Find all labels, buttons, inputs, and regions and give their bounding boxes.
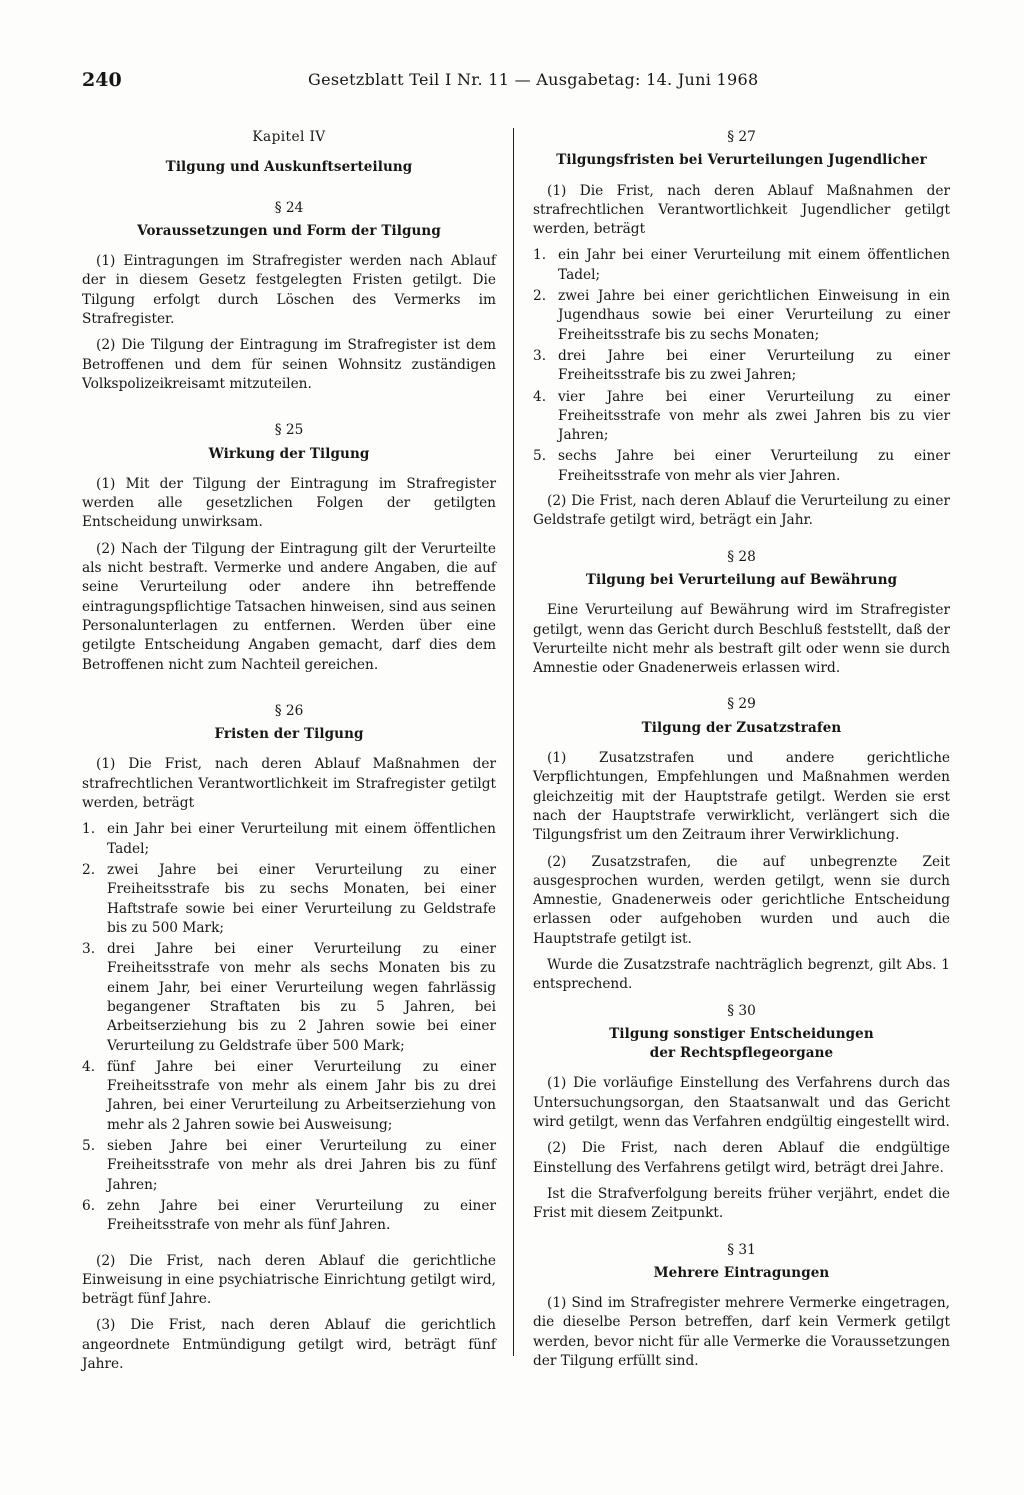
section-title: Tilgung der Zusatzstrafen	[641, 719, 842, 736]
page-header	[82, 65, 952, 95]
list-item-number: 3.	[533, 347, 547, 364]
list-item	[82, 1197, 496, 1236]
left-column	[82, 128, 496, 1381]
list-item	[82, 820, 496, 859]
paragraph: (1) Sind im Strafregister mehrere Vermerke eingetragen, die dieselbe Person betreffen, darf kein Vermerk getilgt werden, bevor nicht für alle Vermerke die Voraussetzungen der Tilgung erfüllt sind.	[533, 1295, 950, 1370]
section-27	[533, 128, 950, 531]
running-head: Gesetzblatt Teil I Nr. 11 — Ausgabetag: 14. Juni 1968	[308, 70, 759, 89]
paragraph: (2) Nach der Tilgung der Eintragung gilt der Verurteilte als nicht bestraft. Vermerke und andere Angaben, die auf seine Verurteilung oder andere ihn betreffende eintragungspflichtige Tatsachen hinweisen, sind aus seinen Personalunterlagen zu entfernen. Werden über eine getilgte Entscheidung Angaben gemacht, darf dies dem Betroffenen nicht zum Nachteil gereichen.	[82, 540, 496, 673]
paragraph: Wurde die Zusatzstrafe nachträglich begrenzt, gilt Abs. 1 entsprechend.	[533, 956, 950, 993]
list-item-text: sechs Jahre bei einer Verurteilung zu einer Freiheitsstrafe von mehr als vier Jahren.	[558, 448, 950, 484]
paragraph: (1) Zusatzstrafen und andere gerichtliche Verpflichtungen, Empfehlungen und Maßnahmen werden gleichzeitig mit der Hauptstrafe getilgt. Werden sie erst nach der Hauptstrafe verwirklicht, verlängert sich die Tilgungsfrist um den Zeitraum ihrer Verwirklichung.	[533, 750, 950, 844]
list-item	[533, 287, 950, 345]
section-28	[533, 548, 950, 679]
section-29	[533, 695, 950, 994]
section-30	[533, 1002, 950, 1224]
section-title: Voraussetzungen und Form der Tilgung	[137, 222, 441, 239]
paragraph: (1) Mit der Tilgung der Eintragung im Strafregister werden alle gesetzlichen Folgen der getilgten Entscheidung unwirksam.	[82, 475, 496, 531]
section-number: § 27	[727, 129, 756, 145]
list-item	[82, 861, 496, 938]
section-number: § 30	[727, 1002, 756, 1019]
paragraph: (2) Die Frist, nach deren Ablauf die gerichtliche Einweisung in eine psychiatrische Einrichtung getilgt wird, beträgt fünf Jahre.	[82, 1252, 496, 1308]
list-item	[533, 447, 950, 486]
section-title-line-2: der Rechtspflegeorgane	[649, 1045, 834, 1062]
list-item-text: sieben Jahre bei einer Verurteilung zu einer Freiheitsstrafe von mehr als drei Jahren bis zu fünf Jahren;	[107, 1138, 496, 1193]
list-item	[533, 388, 950, 446]
list-item-text: zwei Jahre bei einer gerichtlichen Einweisung in ein Jugendhaus sowie bei einer Verurteilung zu einer Freiheitsstrafe bis zu sechs Monaten;	[558, 288, 950, 343]
list-item-text: drei Jahre bei einer Verurteilung zu einer Freiheitsstrafe bis zu zwei Jahren;	[558, 347, 950, 384]
list-item-text: ein Jahr bei einer Verurteilung mit einem öffentlichen Tadel;	[107, 821, 496, 857]
right-column	[533, 128, 950, 1378]
paragraph: (1) Eintragungen im Strafregister werden nach Ablauf der in diesem Gesetz festgelegten Fristen getilgt. Die Tilgung erfolgt durch Löschen des Vermerks im Strafregister.	[82, 253, 496, 328]
list-item-number: 2.	[533, 288, 547, 305]
list-item-text: zehn Jahre bei einer Verurteilung zu einer Freiheitsstrafe von mehr als fünf Jahren.	[107, 1197, 496, 1234]
section-number: § 29	[727, 696, 756, 713]
paragraph: (3) Die Frist, nach deren Ablauf die gerichtlich angeordnete Entmündigung getilgt wird, beträgt fünf Jahre.	[82, 1317, 496, 1373]
list-item-number: 5.	[82, 1138, 96, 1155]
section-title: Tilgung bei Verurteilung auf Bewährung	[585, 571, 898, 588]
chapter-title: Tilgung und Auskunftserteilung	[165, 159, 413, 176]
list-item-number: 4.	[82, 1058, 96, 1075]
list-item	[82, 1058, 496, 1135]
list-item-number: 1.	[82, 821, 96, 838]
section-title: Wirkung der Tilgung	[208, 445, 370, 462]
list-item-text: vier Jahre bei einer Verurteilung zu einer Freiheitsstrafe von mehr als zwei Jahren bis zu vier Jahren;	[558, 388, 950, 444]
list-item-number: 1.	[533, 247, 547, 264]
list-item-text: fünf Jahre bei einer Verurteilung zu einer Freiheitsstrafe von mehr als einem Jahr bis zu drei Jahren, bei einer Verurteilung zu Arbeitserziehung von mehr als 2 Jahren sowie bei Ausweisung;	[107, 1058, 496, 1133]
column-divider	[513, 128, 514, 1356]
section-title: Mehrere Eintragungen	[653, 1264, 830, 1281]
list-item-text: drei Jahre bei einer Verurteilung zu einer Freiheitsstrafe von mehr als sechs Monaten bis zu einem Jahr, bei einer Verurteilung wegen fahrlässig begangener Straftaten bis zu 5 Jahren, bei Arbeitserziehung bis zu 2 Jahren sowie bei einer Verurteilung zu Geldstrafe über 500 Mark;	[107, 941, 496, 1054]
chapter-heading: Kapitel IV	[252, 129, 326, 145]
paragraph: (2) Die Frist, nach deren Ablauf die endgültige Einstellung des Verfahrens getilgt wird, beträgt drei Jahre.	[533, 1140, 950, 1176]
numbered-list	[82, 820, 496, 1235]
list-item-number: 6.	[82, 1197, 96, 1214]
paragraph: Ist die Strafverfolgung bereits früher verjährt, endet die Frist mit diesem Zeitpunkt.	[533, 1185, 950, 1222]
section-number: § 28	[727, 548, 756, 565]
list-item-number: 3.	[82, 941, 96, 958]
section-number: § 31	[727, 1241, 756, 1258]
paragraph: (1) Die Frist, nach deren Ablauf Maßnahmen der strafrechtlichen Verantwortlichkeit Jugendlicher getilgt werden, beträgt	[533, 182, 950, 238]
paragraph: (2) Zusatzstrafen, die auf unbegrenzte Zeit ausgesprochen wurden, werden getilgt, wenn sie durch Amnestie, Gnadenerweis oder gerichtliche Entscheidung erlassen oder aufgehoben wurden und auch die Hauptstrafe getilgt ist.	[533, 853, 950, 947]
list-item-number: 2.	[82, 861, 96, 878]
list-item-text: ein Jahr bei einer Verurteilung mit einem öffentlichen Tadel;	[558, 247, 950, 283]
paragraph: (1) Die Frist, nach deren Ablauf Maßnahmen der strafrechtlichen Verantwortlichkeit im Strafregister getilgt werden, beträgt	[82, 756, 496, 812]
section-26	[82, 702, 496, 1375]
paragraph: (1) Die vorläufige Einstellung des Verfahrens durch das Untersuchungsorgan, den Staatsanwalt und das Gericht wird getilgt, wenn das Verfahren endgültig eingestellt wird.	[533, 1075, 950, 1131]
list-item-number: 4.	[533, 388, 547, 405]
section-title: Tilgungsfristen bei Verurteilungen Jugendlicher	[556, 152, 927, 169]
section-title-line-1: Tilgung sonstiger Entscheidungen	[609, 1025, 874, 1042]
list-item-number: 5.	[533, 448, 547, 465]
section-31	[533, 1241, 950, 1372]
list-item-text: zwei Jahre bei einer Verurteilung zu einer Freiheitsstrafe bis zu sechs Monaten, bei einer Haftstrafe sowie bei einer Verurteilung zu Geldstrafe bis zu 500 Mark;	[107, 861, 496, 936]
numbered-list	[533, 246, 950, 486]
section-24	[82, 199, 496, 395]
section-number: § 26	[274, 702, 304, 719]
section-title: Fristen der Tilgung	[214, 726, 364, 743]
section-25	[82, 421, 496, 675]
list-item	[82, 940, 496, 1056]
paragraph: Eine Verurteilung auf Bewährung wird im Strafregister getilgt, wenn das Gericht durch Beschluß feststellt, daß der Verurteilte nicht mehr als bestraft gilt oder wenn sie durch Amnestie oder Gnadenerweis erlassen wird.	[533, 602, 950, 677]
paragraph: (2) Die Frist, nach deren Ablauf die Verurteilung zu einer Geldstrafe getilgt wird, beträgt ein Jahr.	[533, 493, 950, 529]
list-item	[533, 347, 950, 386]
list-item	[82, 1137, 496, 1195]
section-number: § 25	[274, 422, 304, 439]
page-number: 240	[82, 69, 122, 91]
list-item	[533, 246, 950, 285]
section-number: § 24	[274, 199, 304, 216]
paragraph: (2) Die Tilgung der Eintragung im Strafregister ist dem Betroffenen und dem für seinen Wohnsitz zuständigen Volkspolizeikreisamt mitzuteilen.	[82, 337, 496, 392]
